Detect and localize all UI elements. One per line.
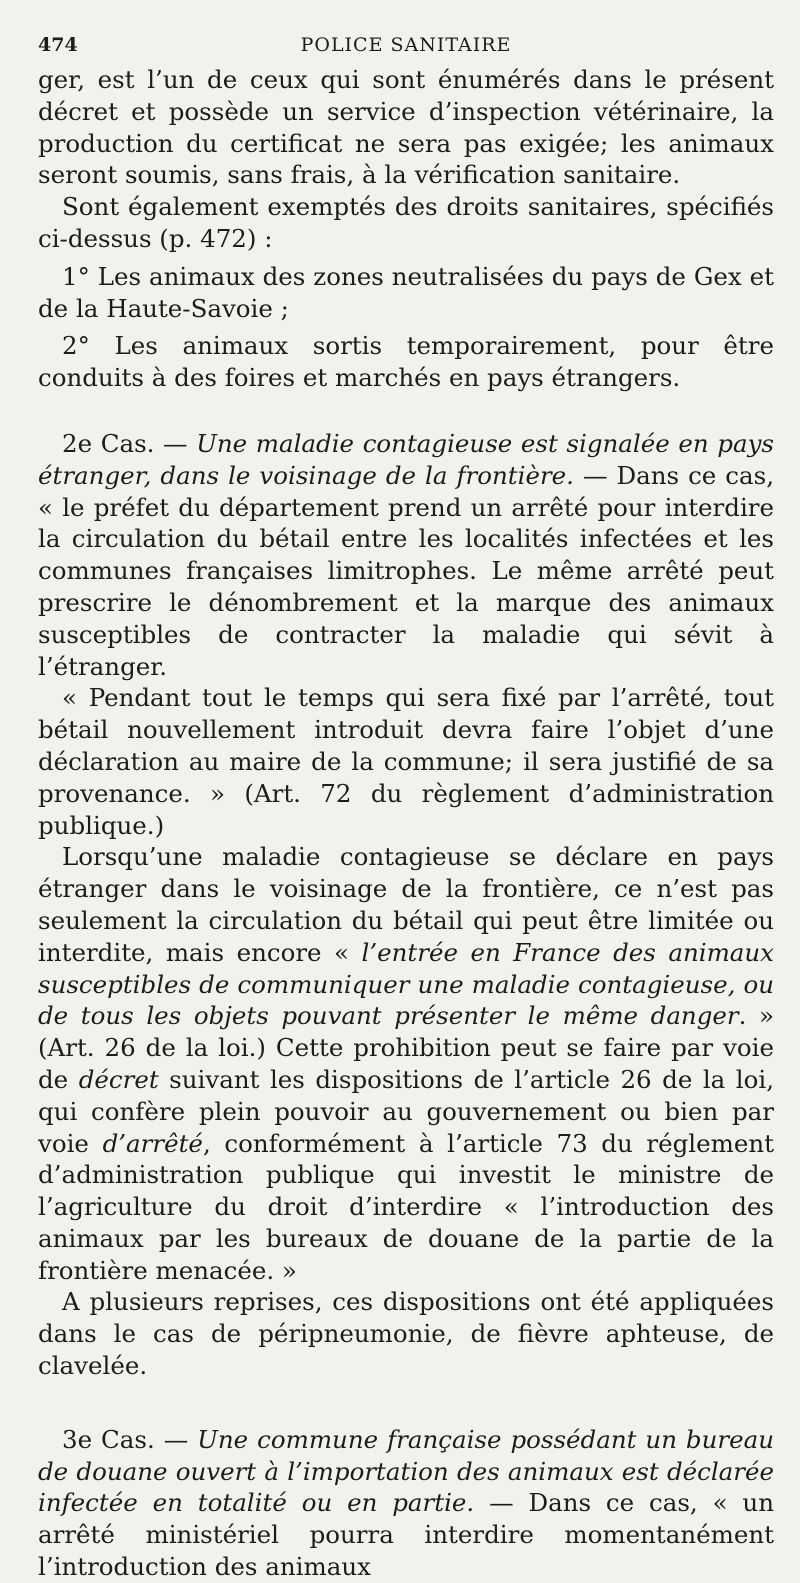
paragraph-applications: A plusieurs reprises, ces dispositions ont été appliquées dans le cas de péripneumonie, de fièvre aphteuse, de clavelée. [38, 1287, 774, 1381]
text-run: , conformément à l’article 73 du réglement d’administration publique qui investit le ministre de l’agriculture du droit d’interdire « l’introduction des animaux par les bureaux de douane de la partie de la frontière menacée. » [38, 1128, 774, 1285]
section-case-3 [38, 1424, 774, 1583]
case-3-label: 3e Cas. — [62, 1424, 198, 1454]
list-item-2: 2° Les animaux sortis temporairement, pour être conduits à des foires et marchés en pays étrangers. [38, 331, 774, 393]
case-3-text: — Dans ce cas, « un arrêté ministériel pourra interdire momentanément l’introduction des animaux [38, 1488, 774, 1582]
section-case-2 [38, 428, 774, 682]
case-3-title: Une commune française possédant un bureau de douane ouvert à l’importation des animaux est déclarée infectée en totalité ou en partie. [38, 1424, 774, 1518]
paragraph-prohibition [38, 841, 774, 1286]
page-number: 474 [38, 34, 78, 56]
text-run: . » (Art. 26 de la loi.) Cette prohibition peut se faire par voie de [38, 1001, 774, 1094]
paragraph-continuation: ger, est l’un de ceux qui sont énumérés dans le présent décret et possède un service d’inspection vétérinaire, la production du certificat ne sera pas exigée; les animaux seront soumis, sans frais, à la vérification sanitaire. [38, 65, 774, 190]
italic-quote: l’entrée en France des animaux susceptibles de communiquer une maladie contagieuse, ou de tous les objets pouvant présenter le même danger [38, 937, 774, 1031]
text-run: suivant les dispositions de l’article 26 de la loi, qui confère plein pouvoir au gouvernement ou bien par voie [38, 1064, 774, 1158]
italic-term-arrete: d’arrêté [102, 1128, 203, 1158]
case-2-label: 2e Cas. — [62, 428, 197, 458]
text-run: Lorsqu’une maladie contagieuse se déclare en pays étranger dans le voisinage de la frontière, ce n’est pas seulement la circulation du bétail qui peut être limitée ou interdite, mais encore « [38, 842, 774, 967]
case-2-text: — Dans ce cas, « le préfet du département prend un arrêté pour interdire la circulation du bétail entre les localités infectées et les communes françaises limitrophes. Le même arrêté peut prescrire le dénombrement et la marque des animaux susceptibles de contracter la maladie qui sévit à l’étranger. [38, 460, 775, 681]
page-header [38, 28, 774, 64]
running-title: POLICE SANITAIRE [300, 34, 512, 56]
case-2-title: Une maladie contagieuse est signalée en pays étranger, dans le voisinage de la frontière. [38, 428, 774, 490]
paragraph-exemptions-intro: Sont également exemptés des droits sanitaires, spécifiés ci-dessus (p. 472) : [38, 192, 774, 253]
paragraph-quote-art-72: « Pendant tout le temps qui sera fixé par l’arrêté, tout bétail nouvellement introduit devra faire l’objet d’une déclaration au maire de la commune; il sera justifié de sa provenance. » (Art. 72 du règlement d’administration publique.) [38, 683, 774, 840]
italic-term-decret: décret [78, 1064, 159, 1094]
list-item-1: 1° Les animaux des zones neutralisées du pays de Gex et de la Haute-Savoie ; [38, 261, 774, 323]
